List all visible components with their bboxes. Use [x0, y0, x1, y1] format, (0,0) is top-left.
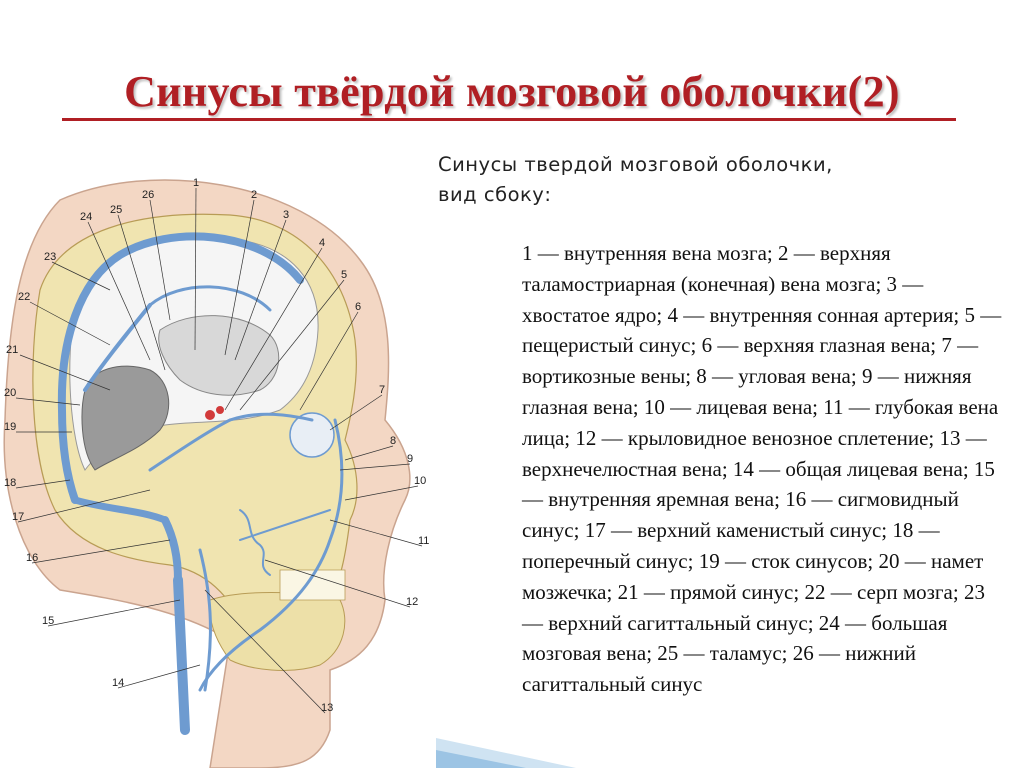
label-1: 1 [193, 177, 200, 189]
legend-text: 1 — внутренняя вена мозга; 2 — верхняя таламостриарная (конечная) вена мозга; 3 — хвостатое ядро; 4 — внутренняя сонная артерия; 5 — пещеристый синус; 6 — верхняя глазная вена; 7 — вортикозные вены; 8 — угловая вена; 9 — нижняя глазная вена; 10 — лицевая вена; 11 — глубокая вена лица; 12 — крыловидное венозное сплетение; 13 — верхнечелюстная вена; 14 — общая лицевая вена; 15 — внутренняя яремная вена; 16 — сигмовидный синус; 17 — верхний каменистый синус; 18 — поперечный синус; 19 — сток синусов; 20 — намет мозжечка; 21 — прямой синус; 22 — серп мозга; 23 — верхний сагиттальный синус; 24 — большая мозговая вена; 25 — таламус; 26 — нижний сагиттальный синус [522, 241, 1002, 697]
label-13: 13 [321, 702, 334, 714]
label-2: 2 [251, 189, 258, 201]
corner-decoration [436, 738, 576, 768]
label-17: 17 [12, 511, 25, 523]
label-8: 8 [390, 435, 397, 447]
label-11: 11 [418, 535, 430, 547]
label-15: 15 [42, 615, 55, 627]
label-25: 25 [110, 204, 123, 216]
label-9: 9 [407, 453, 414, 465]
label-16: 16 [26, 552, 39, 564]
label-12: 12 [406, 596, 419, 608]
label-20: 20 [4, 387, 17, 399]
figure-caption [438, 150, 998, 210]
label-6: 6 [355, 301, 362, 313]
label-22: 22 [18, 291, 31, 303]
artery-dot [216, 406, 224, 414]
label-21: 21 [6, 344, 19, 356]
label-18: 18 [4, 477, 17, 489]
label-10: 10 [414, 475, 427, 487]
label-14: 14 [112, 677, 125, 689]
slide-title: Синусы твёрдой мозговой оболочки(2) [124, 67, 900, 116]
label-23: 23 [44, 251, 57, 263]
mandible [210, 593, 345, 671]
label-3: 3 [283, 209, 290, 221]
label-24: 24 [80, 211, 93, 223]
artery-dot [205, 410, 215, 420]
head-sinus-diagram [0, 170, 440, 768]
label-7: 7 [379, 384, 386, 396]
label-4: 4 [319, 237, 326, 249]
internal-jugular-vein [178, 580, 185, 730]
label-19: 19 [4, 421, 17, 433]
label-26: 26 [142, 189, 155, 201]
title-underline [62, 118, 956, 121]
caption-line-2: вид сбоку: [438, 183, 552, 206]
caption-line-1: Синусы твердой мозговой оболочки, [438, 153, 833, 176]
label-5: 5 [341, 269, 348, 281]
leader-line [48, 600, 180, 626]
